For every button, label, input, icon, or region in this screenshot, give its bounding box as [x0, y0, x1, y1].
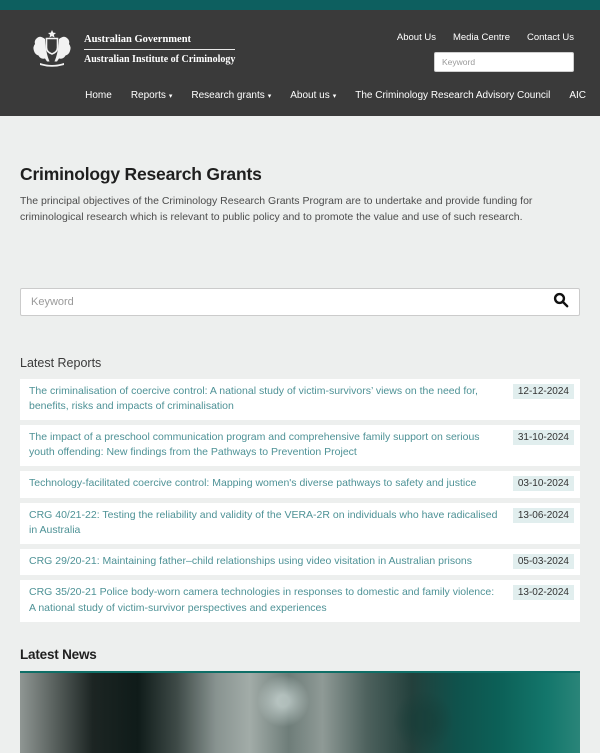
report-link[interactable]: CRG 35/20-21 Police body-worn camera technologies in responses to domestic and family violence: A national study of victim-survivor perspectives and experiences: [29, 586, 495, 614]
grants-search: [20, 288, 580, 316]
report-row: [20, 549, 580, 575]
nav-item-aic[interactable]: AIC: [569, 90, 586, 101]
brand-institute: Australian Institute of Criminology: [84, 54, 236, 65]
utility-link-contact-us[interactable]: Contact Us: [527, 32, 574, 43]
brand-government: Australian Government: [84, 34, 235, 50]
grants-search-input[interactable]: [20, 288, 580, 316]
top-accent-bar: [0, 0, 600, 10]
page-intro: The principal objectives of the Criminology Research Grants Program are to undertake and provide funding for criminological research which is relevant to public policy and to promote the value and use of such research.: [20, 195, 533, 224]
report-row: [20, 471, 580, 497]
news-banner-image[interactable]: [20, 671, 580, 753]
search-button[interactable]: [545, 291, 577, 313]
report-link[interactable]: CRG 40/21-22: Testing the reliability and validity of the VERA-2R on individuals who have radicalised in Australia: [29, 508, 498, 536]
report-link[interactable]: CRG 29/20-21: Maintaining father–child relationships using video visitation in Australian prisons: [29, 555, 472, 568]
report-row: [20, 425, 580, 466]
utility-link-about-us[interactable]: About Us: [396, 32, 436, 43]
utility-nav: [397, 32, 574, 43]
header-search-input[interactable]: [434, 52, 574, 72]
report-row: [20, 580, 580, 621]
latest-reports-heading: Latest Reports: [20, 355, 102, 370]
main-content: [0, 164, 600, 753]
search-icon: [553, 292, 569, 311]
home-logo-link[interactable]: [30, 30, 235, 72]
chevron-down-icon: ▾: [267, 93, 272, 100]
nav-item-home[interactable]: Home: [85, 90, 112, 101]
report-row: [20, 379, 580, 420]
report-date-badge: 31-10-2024: [513, 430, 574, 445]
main-nav: [0, 78, 600, 116]
site-header: [0, 10, 600, 116]
nav-item-reports[interactable]: Reports ▾: [130, 90, 173, 101]
nav-item-advisory-council[interactable]: The Criminology Research Advisory Council: [355, 90, 551, 101]
report-link[interactable]: Technology-facilitated coercive control: Mapping women's diverse pathways to safety and justice: [29, 477, 477, 490]
nav-item-about-us[interactable]: About us ▾: [290, 90, 337, 101]
report-date-badge: 03-10-2024: [513, 476, 574, 491]
nav-item-research-grants[interactable]: Research grants ▾: [191, 90, 272, 101]
latest-news-heading: Latest News: [20, 646, 97, 662]
chevron-down-icon: ▾: [332, 93, 337, 100]
chevron-down-icon: ▾: [168, 93, 173, 100]
utility-link-media-centre[interactable]: Media Centre: [452, 32, 510, 43]
page-title: Criminology Research Grants: [20, 164, 262, 184]
report-date-badge: 13-06-2024: [513, 508, 574, 523]
report-link[interactable]: The criminalisation of coercive control: A national study of victim-survivors’ views on the need for, benefits, risks and impacts of criminalisation: [29, 384, 478, 412]
report-link[interactable]: The impact of a preschool communication program and comprehensive family support on serious youth offending: New findings from the Pathways to Prevention Project: [29, 430, 480, 459]
report-date-badge: 13-02-2024: [513, 585, 574, 600]
report-date-badge: 12-12-2024: [513, 384, 574, 399]
latest-reports-list: [20, 379, 580, 622]
coat-of-arms-icon: [30, 30, 74, 68]
report-row: [20, 503, 580, 544]
report-date-badge: 05-03-2024: [513, 554, 574, 569]
